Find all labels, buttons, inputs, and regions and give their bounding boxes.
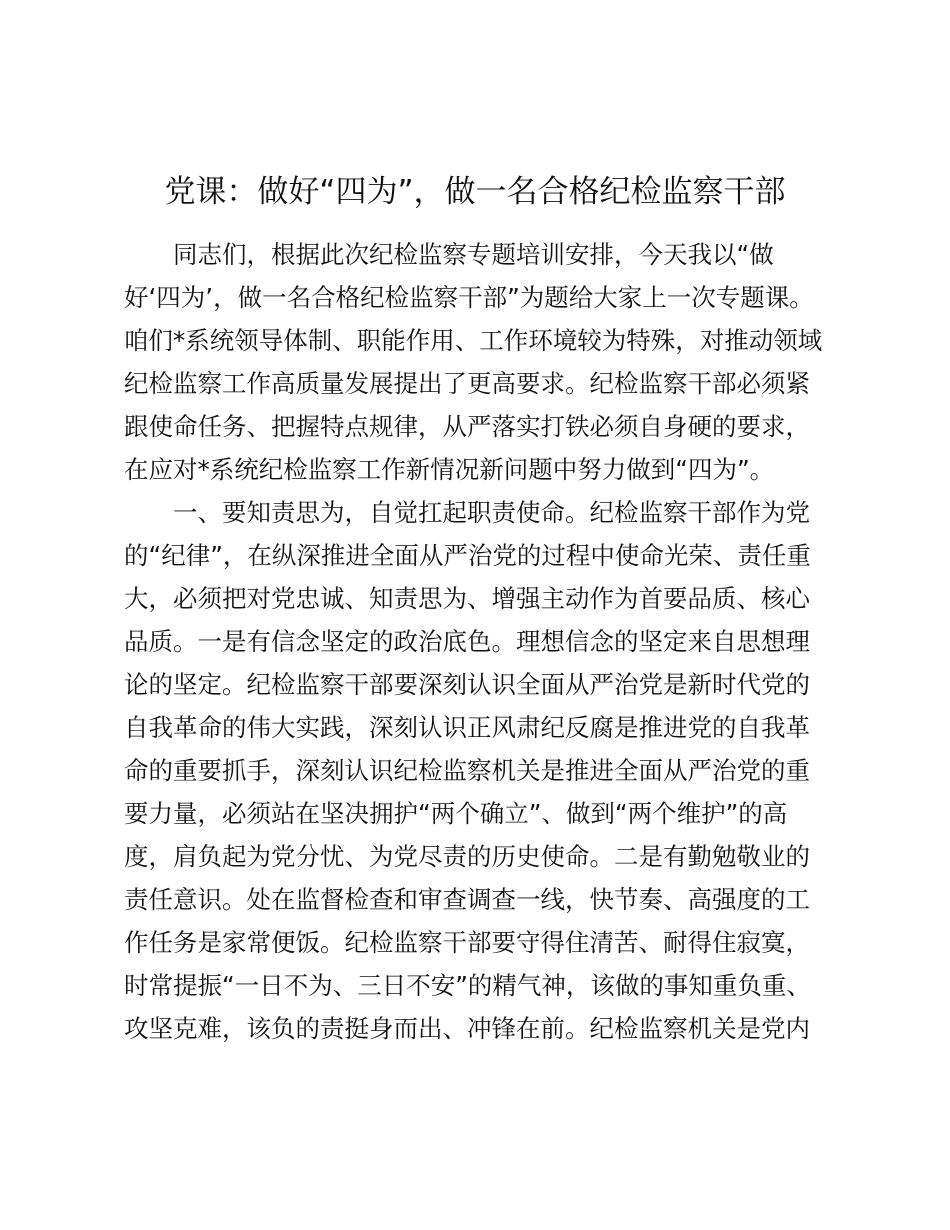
text-line: 攻坚克难，该负的责挺身而出、冲锋在前。纪检监察机关是党内 xyxy=(124,1014,810,1043)
text-line: 好‘四为’，做一名合格纪检监察干部”为题给大家上一次专题课。 xyxy=(124,283,814,312)
text-line: 命的重要抓手，深刻认识纪检监察机关是推进全面从严治党的重 xyxy=(124,756,810,785)
text-line: 责任意识。处在监督检查和审查调查一线，快节奏、高强度的工 xyxy=(124,885,810,914)
text-line: 时常提振“一日不为、三日不安”的精气神，该做的事知重负重、 xyxy=(124,971,811,1000)
text-line: 论的坚定。纪检监察干部要深刻认识全面从严治党是新时代党的 xyxy=(124,670,810,699)
text-line: 跟使命任务、把握特点规律，从严落实打铁必须自身硬的要求， xyxy=(124,412,810,441)
text-line: 大，必须把对党忠诚、知责思为、增强主动作为首要品质、核心 xyxy=(124,584,810,613)
text-line: 作任务是家常便饭。纪检监察干部要守得住清苦、耐得住寂寞， xyxy=(124,928,810,957)
text-line: 一、要知责思为，自觉扛起职责使命。纪检监察干部作为党 xyxy=(173,498,810,527)
text-line: 度，肩负起为党分忧、为党尽责的历史使命。二是有勤勉敬业的 xyxy=(124,842,810,871)
text-line: 在应对*系统纪检监察工作新情况新问题中努力做到“四为”。 xyxy=(124,455,775,484)
text-line: 要力量，必须站在坚决拥护“两个确立”、做到“两个维护”的高 xyxy=(124,799,788,828)
document-title: 党课：做好“四为”，做一名合格纪检监察干部 xyxy=(164,174,786,210)
text-line: 纪检监察工作高质量发展提出了更高要求。纪检监察干部必须紧 xyxy=(124,369,810,398)
text-line: 咱们*系统领导体制、职能作用、工作环境较为特殊，对推动领域 xyxy=(124,326,823,355)
text-line: 品质。一是有信念坚定的政治底色。理想信念的坚定来自思想理 xyxy=(124,627,810,656)
text-line: 的“纪律”，在纵深推进全面从严治党的过程中使命光荣、责任重 xyxy=(124,541,811,570)
text-line: 同志们，根据此次纪检监察专题培训安排，今天我以“做 xyxy=(173,240,774,269)
text-line: 自我革命的伟大实践，深刻认识正风肃纪反腐是推进党的自我革 xyxy=(124,713,810,742)
